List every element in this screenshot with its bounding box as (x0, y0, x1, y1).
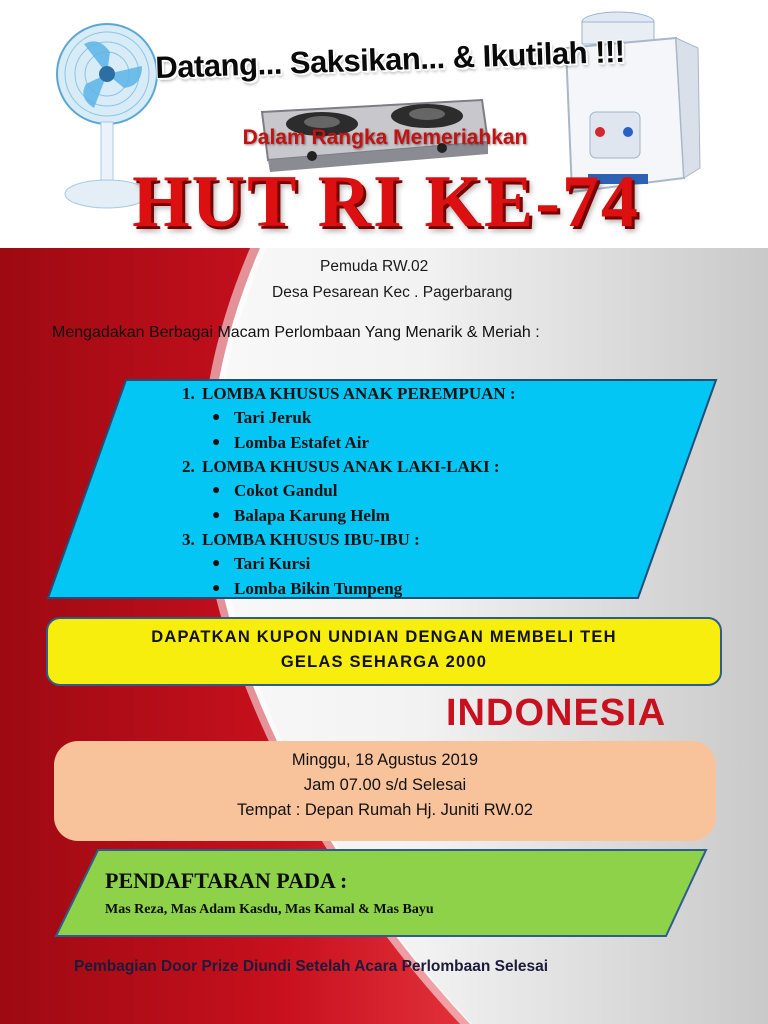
coupon-box (46, 617, 722, 686)
coupon-line-1: DAPATKAN KUPON UNDIAN DENGAN MEMBELI TEH (151, 628, 617, 646)
indonesia-text: INDONESIA (446, 692, 667, 734)
event-time: Jam 07.00 s/d Selesai (303, 776, 467, 794)
bullet-icon: ● (212, 434, 221, 450)
category-title: LOMBA KHUSUS ANAK PEREMPUAN : (202, 384, 516, 403)
category-title: LOMBA KHUSUS IBU-IBU : (202, 530, 420, 549)
bullet-icon: ● (212, 410, 221, 425)
event-details-box (54, 741, 716, 841)
organizer-address: Desa Pesarean Kec . Pagerbarang (272, 284, 513, 301)
competition-item: ● Cokot Gandul (182, 479, 622, 504)
competition-item: ● Balapa Karung Helm (182, 504, 622, 529)
event-place: Tempat : Depan Rumah Hj. Juniti RW.02 (237, 801, 533, 819)
tagline: Datang... Saksikan... & Ikutilah !!! (154, 33, 626, 86)
coupon-line-2: GELAS SEHARGA 2000 (280, 653, 488, 671)
competition-category: 1. LOMBA KHUSUS ANAK PEREMPUAN : (182, 382, 622, 406)
registration-title: PENDAFTARAN PADA : (105, 868, 348, 893)
header-banner (0, 0, 768, 248)
organizer-name: Pemuda RW.02 (320, 258, 429, 275)
bullet-icon: ● (212, 507, 221, 523)
competition-item: ● Lomba Estafet Air (182, 431, 622, 456)
competitions-list (182, 382, 622, 601)
event-title: HUT RI KE-74 (132, 161, 640, 243)
competition-item: ● Tari Jeruk (182, 406, 622, 431)
category-title: LOMBA KHUSUS ANAK LAKI-LAKI : (202, 457, 500, 476)
event-date: Minggu, 18 Agustus 2019 (291, 751, 479, 769)
competition-category: 3. LOMBA KHUSUS IBU-IBU : (182, 528, 622, 552)
intro-text: Mengadakan Berbagai Macam Perlombaan Yang Menarik & Meriah : (52, 324, 540, 341)
subtitle: Dalam Rangka Memeriahkan (242, 126, 528, 149)
door-prize-note: Pembagian Door Prize Diundi Setelah Acara Perlombaan Selesai (74, 958, 549, 975)
competition-item: ● Lomba Bikin Tumpeng (182, 577, 622, 602)
bullet-icon: ● (212, 483, 221, 498)
registration-names: Mas Reza, Mas Adam Kasdu, Mas Kamal & Mas Bayu (105, 902, 434, 917)
competition-item: ● Tari Kursi (182, 552, 622, 577)
bullet-icon: ● (212, 556, 221, 571)
bullet-icon: ● (212, 580, 221, 596)
competition-category: 2. LOMBA KHUSUS ANAK LAKI-LAKI : (182, 455, 622, 479)
